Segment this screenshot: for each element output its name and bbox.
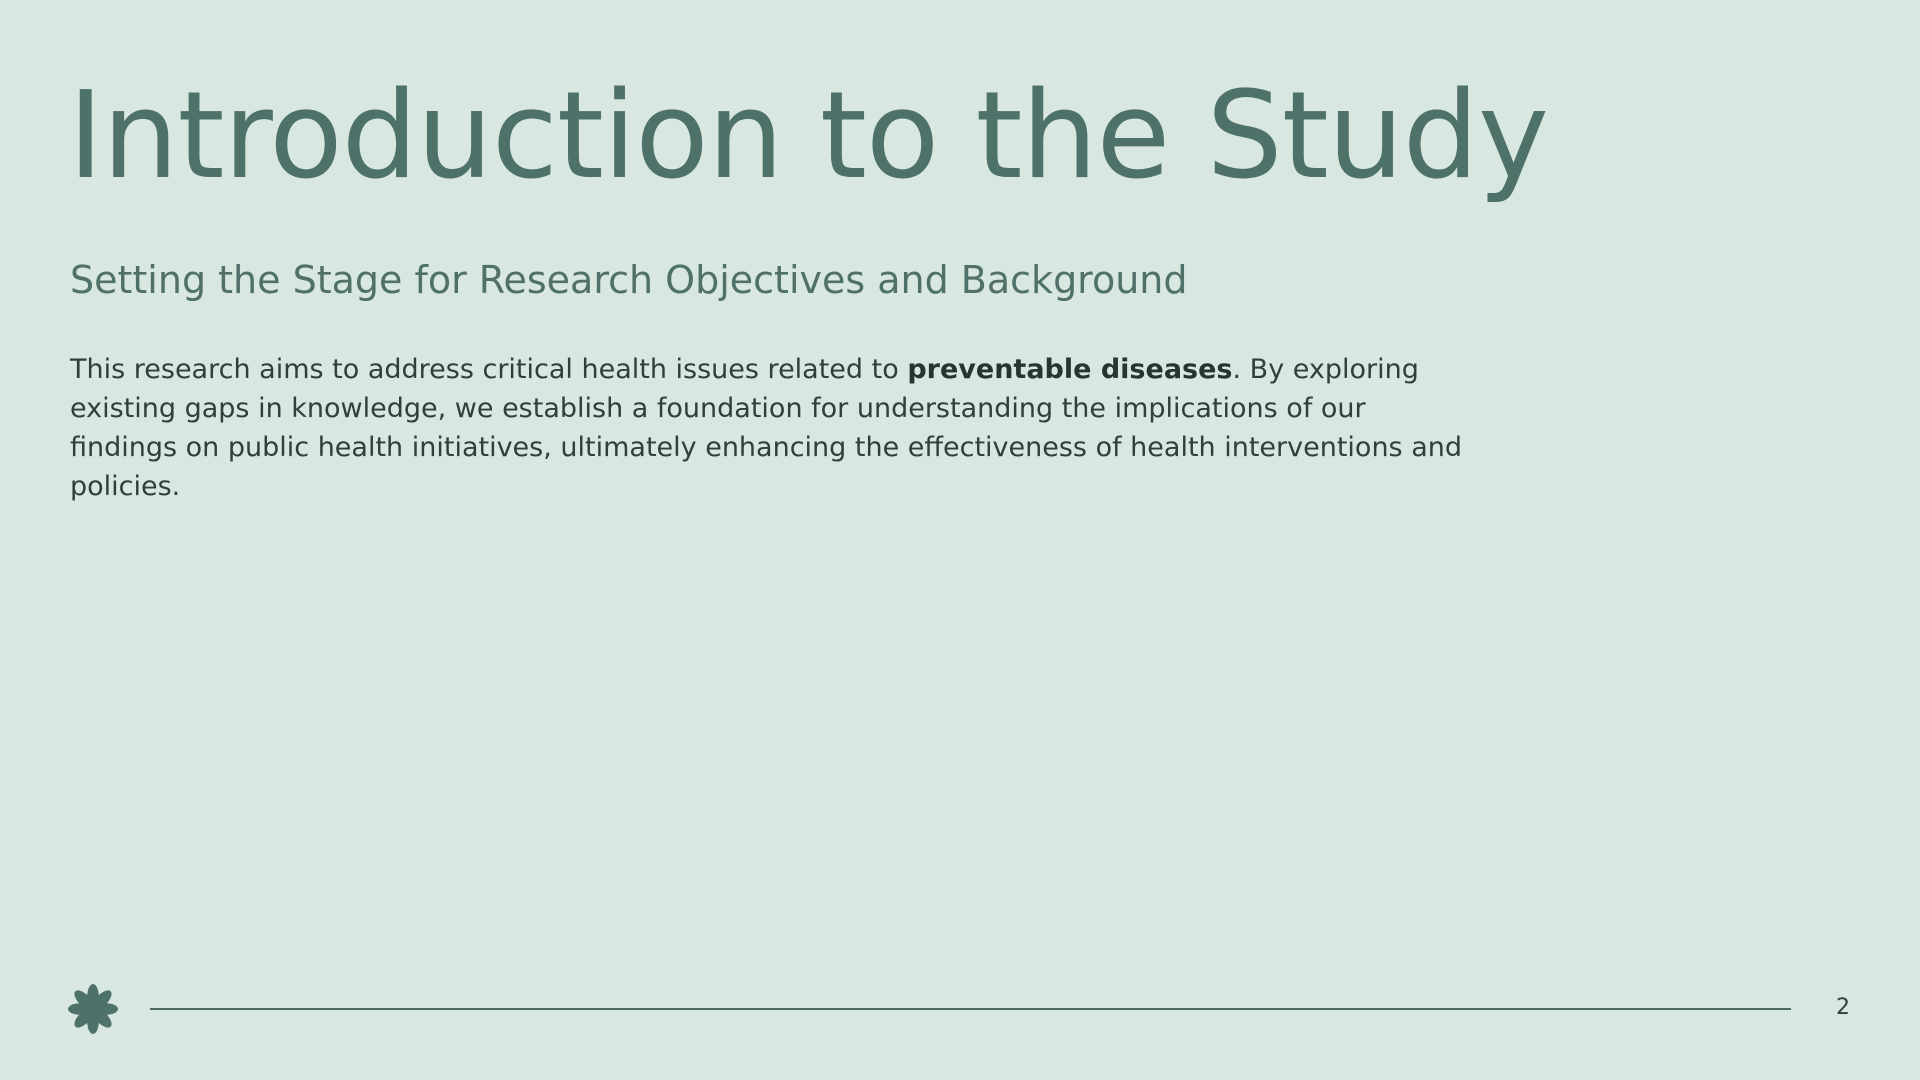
page-title: Introduction to the Study [68,67,1548,206]
subtitle: Setting the Stage for Research Objectives and Background [70,258,1188,302]
body-text-bold: preventable diseases [907,354,1233,385]
body-paragraph [70,350,1470,506]
body-text-end: . By exploring existing gaps in knowledge, we establish a foundation for understanding the implications of our findings on public health initiatives, ultimately enhancing the effectiveness of health interventions and policies. [70,354,1463,502]
page-number: 2 [1836,995,1850,1020]
body-text-start: This research aims to address critical health issues related to [70,354,908,385]
flower-icon [68,984,118,1034]
footer-divider [150,1008,1791,1010]
